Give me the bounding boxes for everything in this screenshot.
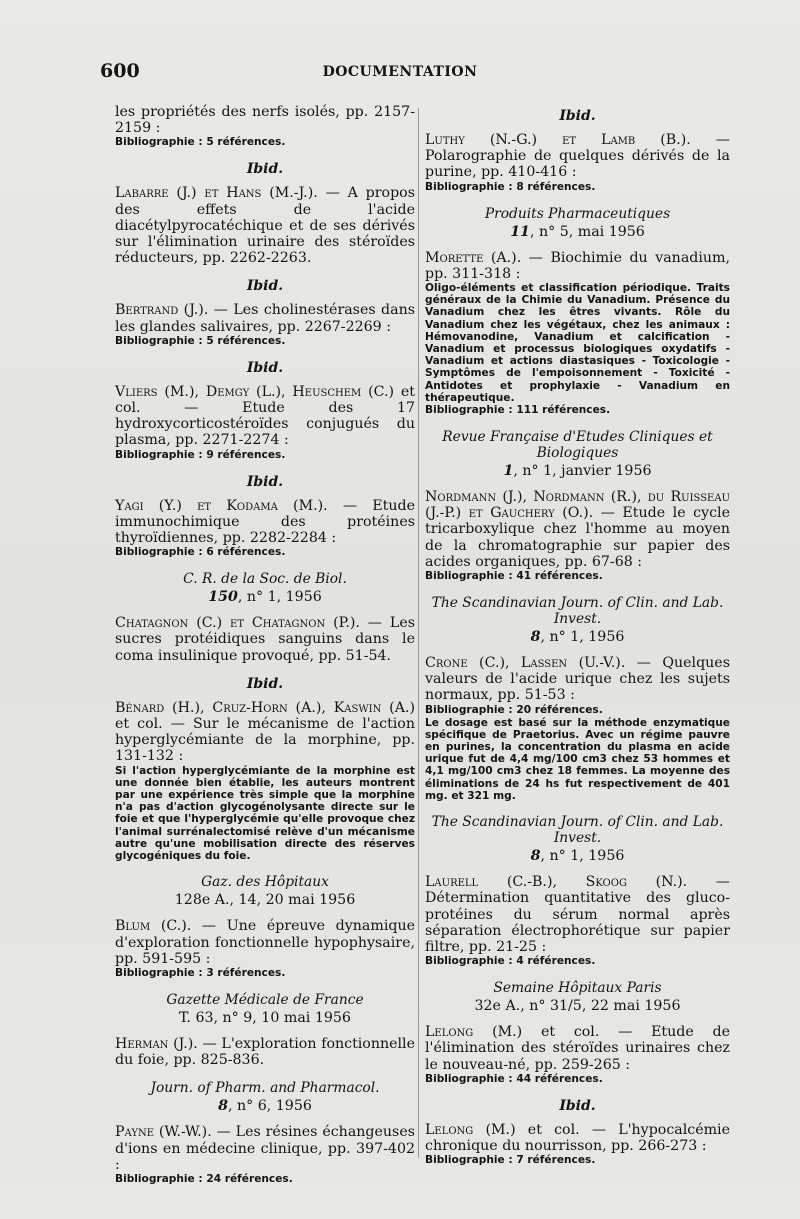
ibid-label: Ibid.: [246, 359, 284, 376]
entry-authors: Payne (W.-W.).: [115, 1124, 212, 1141]
bibliography-count: Bibliographie : 9 références.: [115, 448, 286, 461]
journal-source: [115, 874, 415, 908]
entry-title: et col. — Etude des 17 hydroxycorticostéroïdes conjugués du plasma, pp. 2271-2274 :: [115, 383, 416, 449]
entry-text: [425, 1024, 730, 1073]
issue-volume: 150: [208, 589, 238, 606]
journal-source: [425, 206, 730, 240]
entry-authors: Crone (C.), Lassen (U.-V.).: [425, 655, 626, 672]
entry-text: [425, 1122, 730, 1154]
issue-details: , n° 1, 1956: [237, 589, 322, 606]
entry-title: — Détermination quantitative des gluco-protéines du sérum normal après séparation électrophorétique sur papier filtre, pp. 21-25 :: [425, 874, 730, 955]
bibliography-count: Bibliographie : 20 références.: [425, 703, 603, 716]
entry-text: [115, 918, 415, 967]
entry-title: — Une épreuve dynamique d'exploration fonctionnelle hypophysaire, pp. 591-595 :: [115, 918, 415, 967]
bibliography-count: Bibliographie : 3 références.: [115, 966, 286, 979]
entry-authors: Morette (A.).: [425, 249, 522, 266]
ibid-label: Ibid.: [246, 161, 284, 178]
bibliography-entry: [115, 185, 415, 266]
journal-title: Gaz. des Hôpitaux: [201, 874, 329, 891]
entry-authors: Herman (J.).: [115, 1035, 198, 1052]
issue-details: , n° 1, 1956: [540, 629, 625, 646]
bibliography-count: Bibliographie : 41 références.: [425, 570, 603, 583]
entry-authors: Yagi (Y.) et Kodama (M.).: [115, 497, 328, 514]
entry-authors: Blum (C.).: [115, 918, 192, 935]
journal-source: [425, 814, 730, 864]
bibliography-entry: [115, 700, 415, 862]
entry-text: [115, 615, 415, 664]
entry-authors: Chatagnon (C.) et Chatagnon (P.).: [115, 615, 360, 632]
column-rule: [418, 108, 419, 1158]
ibid-label: Ibid.: [246, 278, 284, 295]
entry-title: — Biochimie du vanadium, pp. 311-318 :: [425, 249, 730, 282]
journal-issue: [425, 463, 730, 479]
entry-title: — Quelques valeurs de l'acide urique chez les sujets normaux, pp. 51-53 :: [425, 655, 730, 704]
journal-title: C. R. de la Soc. de Biol.: [183, 571, 347, 588]
bibliography-entry: [425, 655, 730, 802]
journal-source: [425, 429, 730, 479]
bibliography-count: Bibliographie : 5 références.: [115, 334, 286, 347]
bibliography-entry: [115, 1036, 415, 1068]
bibliography-entry: [425, 489, 730, 583]
issue-details: , n° 1, janvier 1956: [513, 463, 652, 480]
entry-title: — Polarographie de quelques dérivés de la purine, pp. 410-416 :: [425, 132, 730, 181]
entry-text: [425, 250, 730, 282]
journal-issue: [425, 629, 730, 645]
entry-authors: Nordmann (J.), Nordmann (R.), du Ruisseau (J.-P.) et Gauchery (O.).: [425, 489, 730, 522]
entry-authors: Laurell (C.-B.), Skoog (N.).: [425, 874, 688, 891]
entry-text: [425, 655, 730, 704]
bibliography-count: Bibliographie : 8 références.: [425, 180, 596, 193]
entry-authors: Luthy (N.-G.) et Lamb (B.).: [425, 132, 691, 148]
journal-source: [425, 595, 730, 645]
journal-title: Semaine Hôpitaux Paris: [493, 980, 662, 997]
journal-issue: [425, 998, 730, 1014]
ibid-label: Ibid.: [246, 473, 284, 490]
journal-issue: [425, 224, 730, 240]
bibliography-count: Bibliographie : 4 références.: [425, 955, 596, 968]
entry-text: [425, 489, 730, 570]
issue-details: , n° 6, 1956: [227, 1098, 312, 1115]
journal-source: [115, 992, 415, 1026]
bibliography-entry: [115, 384, 415, 462]
journal-issue: [115, 1098, 415, 1114]
journal-title: Produits Pharmaceutiques: [484, 205, 671, 222]
entry-title: et col. — Sur le mécanisme de l'action hyperglycémiante de la morphine, pp. 131-132 :: [115, 716, 415, 765]
left-column: [115, 104, 415, 1198]
entry-text: [115, 104, 415, 136]
abstract: Le dosage est basé sur la méthode enzymatique spécifique de Praetorius. Avec un régime pauvre en purines, la concentration du plasma en acide urique fut de 4,4 mg/100 cm3 chez 53 hommes et 4,1 mg/100 cm3 chez 18 femmes. La moyenne des éliminations de 24 hs fut respectivement de 401 mg. et 321 mg.: [425, 716, 730, 802]
bibliography-count: Bibliographie : 44 références.: [425, 1072, 603, 1085]
issue-volume: 8: [530, 629, 541, 646]
entry-title: les propriétés des nerfs isolés, pp. 2157-2159 :: [115, 104, 415, 137]
bibliography-count: Bibliographie : 5 références.: [115, 136, 286, 149]
journal-source: [425, 980, 730, 1014]
page-header: [100, 60, 700, 90]
issue-volume: 8: [530, 848, 541, 865]
bibliography-entry: [115, 302, 415, 347]
entry-text: [425, 874, 730, 955]
entry-title: — Etude immunochimique des protéines thyroïdiennes, pp. 2282-2284 :: [115, 497, 416, 547]
ibid-label: Ibid.: [559, 1097, 596, 1114]
entry-text: [115, 302, 415, 334]
entry-title: — Les résines échangeuses d'ions en médecine clinique, pp. 397-402 :: [115, 1124, 415, 1173]
entry-text: [115, 185, 415, 266]
entry-title: — L'exploration fonctionnelle du foie, pp. 825-836.: [115, 1035, 415, 1069]
abstract: Oligo-éléments et classification périodique. Traits généraux de la Chimie du Vanadium. Présence du Vanadium chez les êtres vivants. Rôle du Vanadium chez les végétaux, chez les animaux : Hémovanodine, Vanadium et calcification - Vanadium et processus biologiques oxydatifs - Vanadium et actions diastasiques - Toxicologie - Symptômes de l'empoisonnement - Toxicité - Antidotes et prophylaxie - Vanadium en thérapeutique.: [425, 282, 730, 404]
entry-authors: Labarre (J.) et Hans (M.-J.).: [115, 185, 318, 202]
page-number: 600: [100, 60, 140, 82]
bibliography-entry: [425, 250, 730, 417]
running-title: DOCUMENTATION: [322, 64, 478, 80]
journal-source: [115, 1080, 415, 1114]
journal-title: The Scandinavian Journ. of Clin. and Lab. Invest.: [431, 595, 724, 628]
journal-issue: [115, 1010, 415, 1026]
journal-issue: [425, 848, 730, 864]
issue-details: , n° 1, 1956: [540, 848, 625, 865]
journal-title: The Scandinavian Journ. of Clin. and Lab. Invest.: [431, 814, 724, 847]
bibliography-entry: [425, 132, 730, 194]
entry-text: [425, 132, 730, 181]
entry-text: [115, 498, 415, 547]
entry-authors: Bertrand (J.).: [115, 302, 209, 319]
issue-details: , n° 5, mai 1956: [529, 223, 645, 240]
journal-title: Revue Française d'Etudes Cliniques et Biologiques: [442, 429, 713, 462]
bibliography-entry: [425, 874, 730, 968]
entry-title: — Les sucres protéidiques sanguins dans le coma insulinique provoqué, pp. 51-54.: [115, 615, 416, 664]
entry-text: [115, 1036, 415, 1068]
bibliography-count: Bibliographie : 111 références.: [425, 404, 611, 417]
issue-details: T. 63, n° 9, 10 mai 1956: [179, 1009, 351, 1026]
ibid-label: Ibid.: [559, 108, 596, 124]
journal-source: [115, 571, 415, 605]
bibliography-entry: [115, 615, 415, 664]
right-column: [425, 104, 730, 1179]
ibid-label: Ibid.: [246, 675, 284, 692]
issue-details: 128e A., 14, 20 mai 1956: [174, 892, 356, 909]
entry-title: — Etude le cycle tricarboxylique chez l'homme au moyen de la chromatographie sur papier des acides organiques, pp. 67-68 :: [425, 505, 730, 570]
journal-title: Journ. of Pharm. and Pharmacol.: [150, 1080, 380, 1097]
bibliography-entry: [425, 1024, 730, 1086]
bibliography-count: Bibliographie : 6 références.: [115, 546, 286, 559]
entry-title: et col. — Etude de l'élimination des stéroïdes urinaires chez le nouveau-né, pp. 259-265 :: [425, 1024, 730, 1073]
entry-authors: Bénard (H.), Cruz-Horn (A.), Kaswin (A.): [115, 699, 415, 716]
journal-issue: [115, 892, 415, 908]
issue-volume: 11: [510, 223, 530, 240]
bibliography-count: Bibliographie : 7 références.: [425, 1154, 596, 1167]
bibliography-count: Bibliographie : 24 références.: [115, 1172, 293, 1185]
issue-volume: 8: [218, 1098, 228, 1115]
bibliography-entry: [425, 1122, 730, 1167]
entry-authors: Vliers (M.), Demgy (L.), Heuschem (C.): [115, 383, 395, 400]
bibliography-entry: [115, 104, 415, 149]
bibliography-entry: [115, 498, 415, 560]
journal-issue: [115, 589, 415, 605]
abstract: Si l'action hyperglycémiante de la morphine est une donnée bien établie, les auteurs montrent par une expérience très simple que la morphine n'a pas d'action glycogénolysante directe sur le foie et que l'hyperglycémie qu'elle provoque chez l'animal surrénalectomisé relève d'un mécanisme autre qu'une mobilisation directe des réserves glycogéniques du foie.: [115, 764, 415, 863]
entry-authors: Lelong (M.): [425, 1024, 523, 1041]
entry-authors: Lelong (M.): [425, 1121, 516, 1138]
issue-details: 32e A., n° 31/5, 22 mai 1956: [474, 998, 681, 1015]
entry-text: [115, 384, 415, 449]
issue-volume: 1: [503, 463, 514, 480]
entry-text: [115, 700, 415, 765]
journal-title: Gazette Médicale de France: [166, 991, 364, 1008]
entry-title: — Les cholinestérases dans les glandes salivaires, pp. 2267-2269 :: [115, 302, 415, 335]
entry-title: — A propos des effets de l'acide diacétylpyrocatéchique et de ses dérivés sur l'élimination urinaire des stéroïdes réducteurs, pp. 2262-2263.: [115, 185, 415, 267]
bibliography-entry: [115, 1124, 415, 1186]
bibliography-entry: [115, 918, 415, 980]
entry-title: et col. — L'hypocalcémie chronique du nourrisson, pp. 266-273 :: [425, 1121, 730, 1154]
entry-text: [115, 1124, 415, 1173]
